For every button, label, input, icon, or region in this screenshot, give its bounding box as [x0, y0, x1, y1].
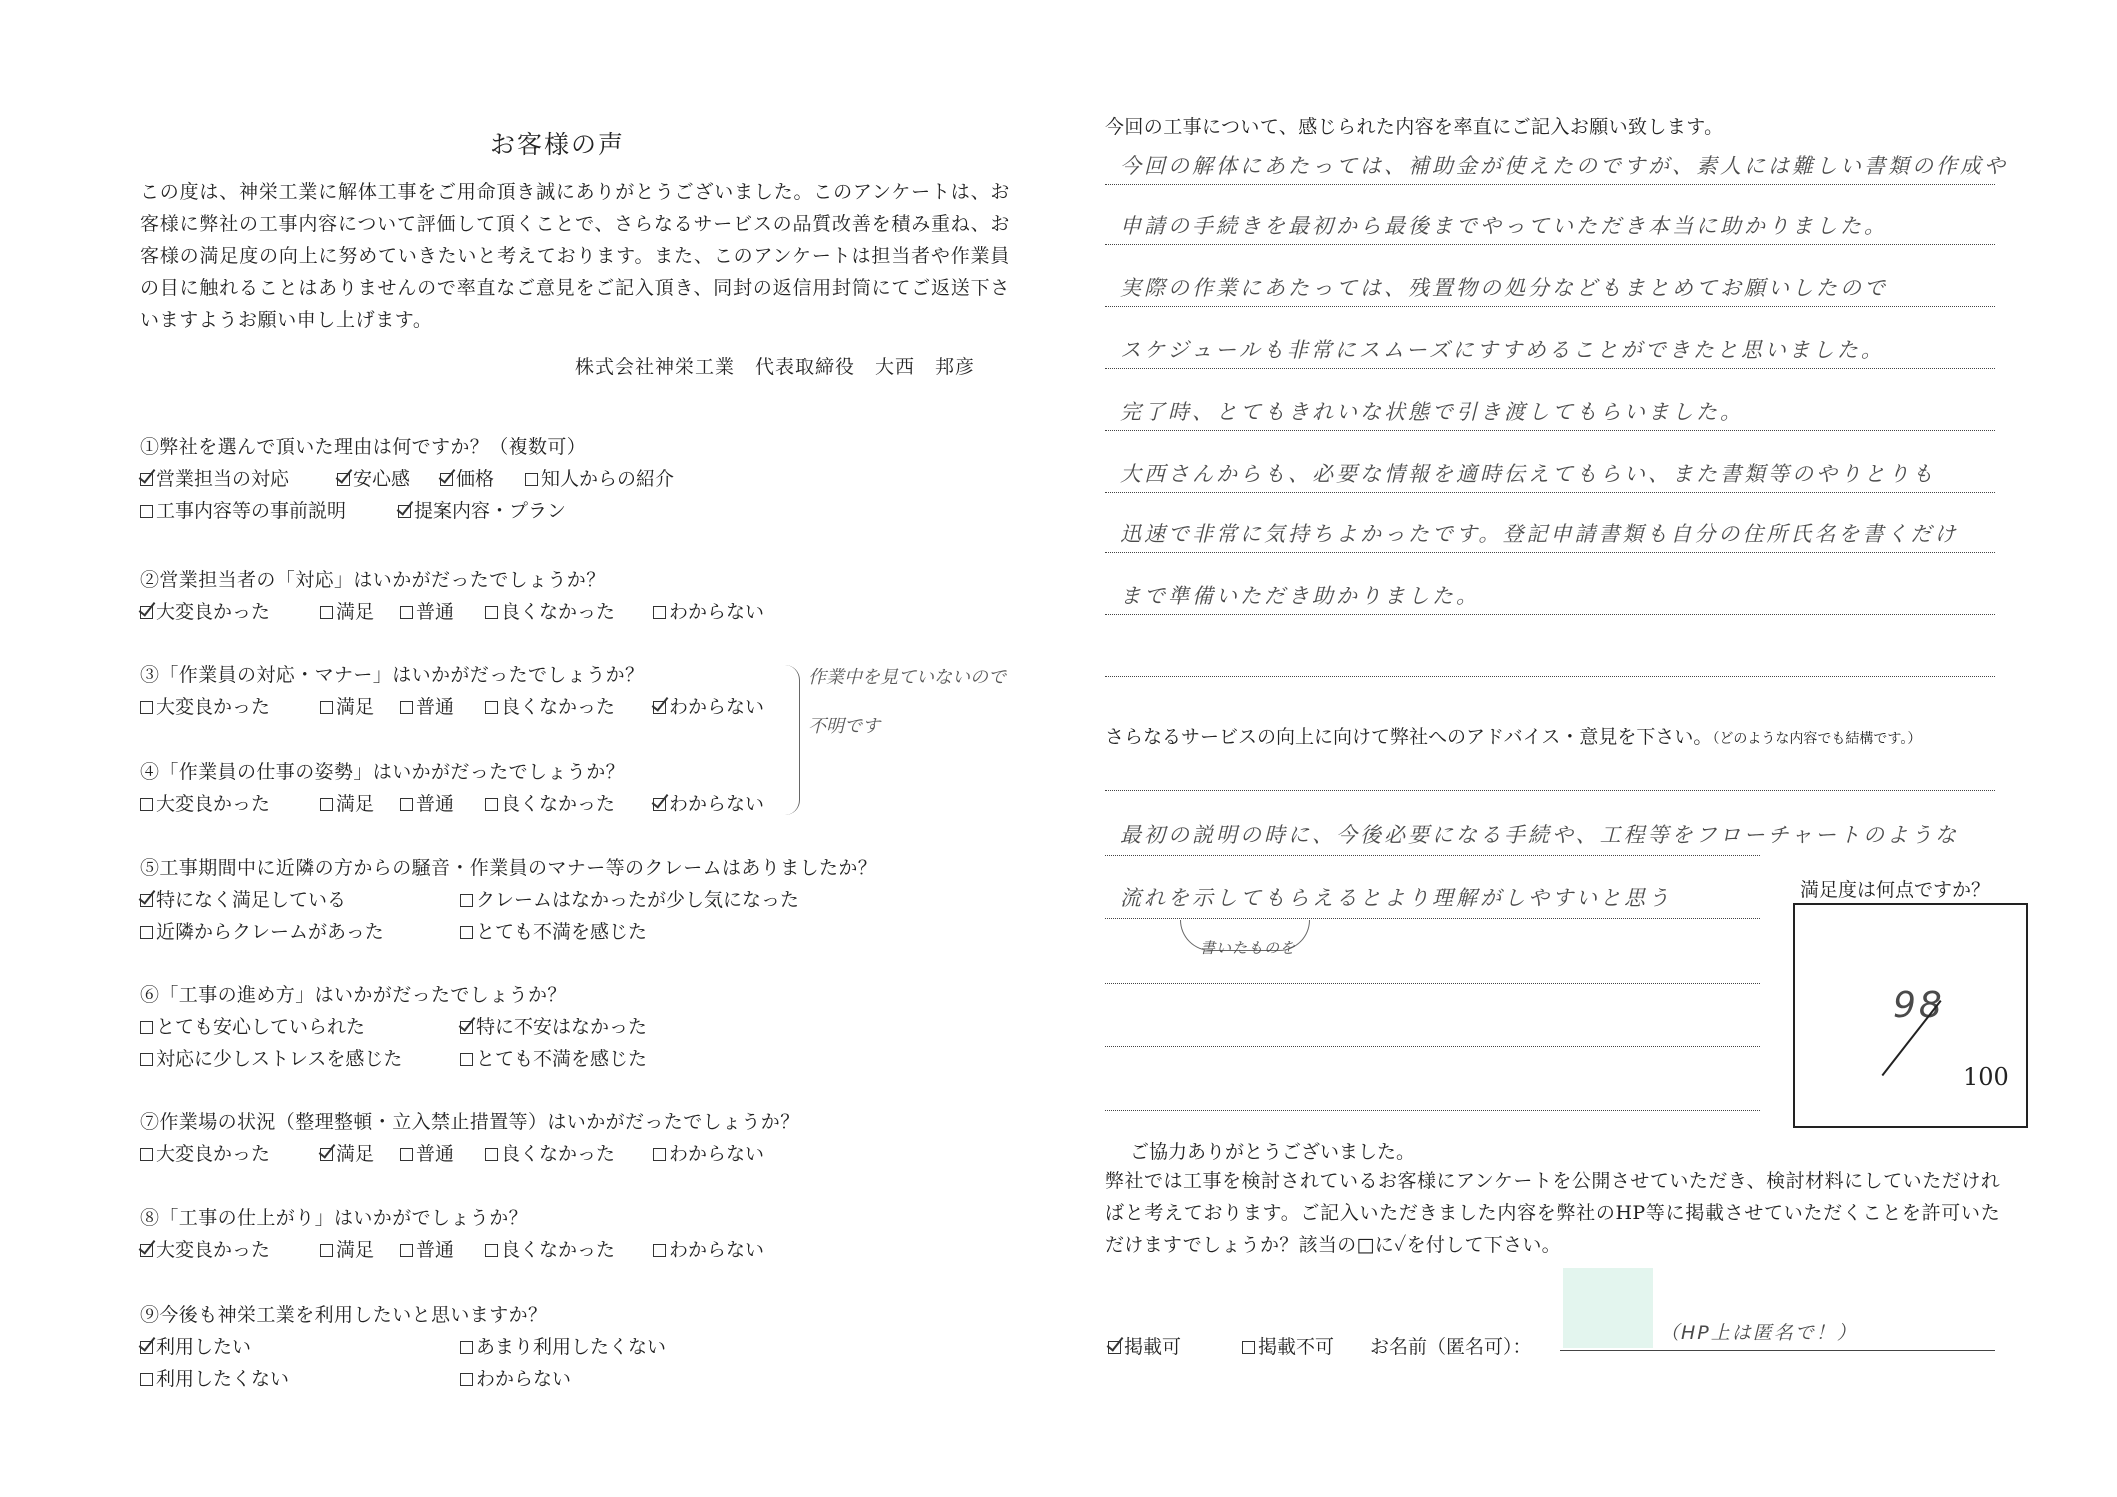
checkbox[interactable]	[140, 473, 153, 486]
question-7-option-4[interactable]	[485, 1139, 615, 1166]
comment-line-7: 迅速で非常に気持ちよかったです。登記申請書類も自分の住所氏名を書くだけ	[1120, 522, 1959, 546]
option-label: 満足	[336, 1143, 375, 1165]
option-label: 良くなかった	[501, 696, 616, 718]
score-value: 98	[1893, 985, 1945, 1026]
thanks-text: ご協力ありがとうございました。	[1130, 1141, 1416, 1163]
question-4-option-3[interactable]	[400, 789, 454, 816]
question-6-option-3[interactable]	[140, 1044, 402, 1071]
option-label: 近隣からクレームがあった	[156, 921, 384, 943]
name-field[interactable]	[1563, 1268, 1653, 1348]
advice-rule	[1105, 1046, 1760, 1047]
question-6-option-1[interactable]	[140, 1012, 365, 1039]
question-8-option-3[interactable]	[400, 1235, 454, 1262]
checkbox[interactable]	[460, 1341, 473, 1354]
option-label: 安心感	[353, 468, 411, 490]
question-5-option-2[interactable]	[460, 885, 799, 912]
intro-paragraph: この度は、神栄工業に解体工事をご用命頂き誠にありがとうございました。このアンケートは、お客様に弊社の工事内容について評価して頂くことで、さらなるサービスの品質改善を積み重ね、お客様の満足度の向上に努めていきたいと考えております。また、このアンケートは担当者や作業員の目に触れることはありませんので率直なご意見をご記入頂き、同封の返信用封筒にてご返送下さいますようお願い申し上げます。	[140, 181, 1010, 331]
checkbox[interactable]	[653, 1148, 666, 1161]
checkbox[interactable]	[140, 1244, 153, 1257]
publish-ok-label: 掲載可	[1124, 1336, 1182, 1358]
checkbox[interactable]	[337, 473, 350, 486]
score-label: 満足度は何点ですか？	[1800, 879, 1991, 901]
checkbox[interactable]	[653, 1244, 666, 1257]
advice-rule	[1105, 790, 1995, 791]
checkbox[interactable]	[140, 894, 153, 907]
signature: 株式会社神栄工業 代表取締役 大西 邦彦	[575, 356, 976, 378]
comment-line-3: 実際の作業にあたっては、残置物の処分などもまとめてお願いしたので	[1120, 276, 1888, 300]
checkbox[interactable]	[400, 798, 413, 811]
option-label: 利用したい	[156, 1336, 252, 1358]
publish-ok-checkbox[interactable]	[1108, 1341, 1121, 1354]
option-label: わからない	[669, 1239, 765, 1261]
checkbox[interactable]	[440, 473, 453, 486]
question-9-option-2[interactable]	[460, 1332, 666, 1359]
option-label: 普通	[416, 601, 455, 623]
option-label: 大変良かった	[156, 1239, 271, 1261]
checkbox[interactable]	[653, 798, 666, 811]
checkbox[interactable]	[460, 926, 473, 939]
checkbox[interactable]	[525, 473, 538, 486]
checkbox[interactable]	[460, 1021, 473, 1034]
option-label: あまり利用したくない	[476, 1336, 667, 1358]
comment-rule	[1105, 492, 1995, 493]
question-1-option-4[interactable]	[525, 464, 674, 491]
option-label: 大変良かった	[156, 696, 271, 718]
checkbox[interactable]	[400, 1148, 413, 1161]
comment-line-2: 申請の手続きを最初から最後までやっていただき本当に助かりました。	[1120, 214, 1888, 238]
question-8-option-5[interactable]	[653, 1235, 764, 1262]
option-label: わからない	[476, 1368, 572, 1390]
option-label: わからない	[669, 793, 765, 815]
option-label: 満足	[336, 696, 375, 718]
option-label: わからない	[669, 601, 765, 623]
advice-line-1: 最初の説明の時に、今後必要になる手続や、工程等をフローチャートのような	[1120, 823, 1959, 847]
name-label: お名前（匿名可）：	[1370, 1336, 1532, 1358]
question-3-option-3[interactable]	[400, 692, 454, 719]
comment-rule	[1105, 184, 1995, 185]
question-7-option-5[interactable]	[653, 1139, 764, 1166]
question-2-option-4[interactable]	[485, 597, 615, 624]
question-3-option-4[interactable]	[485, 692, 615, 719]
option-label: とても安心していられた	[156, 1016, 366, 1038]
option-label: 工事内容等の事前説明	[156, 500, 347, 522]
comment-rule	[1105, 552, 1995, 553]
checkbox[interactable]	[400, 701, 413, 714]
option-label: わからない	[669, 696, 765, 718]
advice-prompt-text: さらなるサービスの向上に向けて弊社へのアドバイス・意見を下さい。	[1105, 726, 1713, 748]
side-bracket	[785, 665, 800, 815]
comment-rule	[1105, 676, 1995, 677]
advice-insert-note: 書いたものを	[1200, 939, 1297, 957]
comment-line-8: まで準備いただき助かりました。	[1120, 584, 1480, 608]
advice-rule	[1105, 983, 1760, 984]
checkbox[interactable]	[653, 701, 666, 714]
checkbox[interactable]	[320, 701, 333, 714]
comment-rule	[1105, 306, 1995, 307]
option-label: 価格	[456, 468, 495, 490]
option-label: 大変良かった	[156, 1143, 271, 1165]
option-label: 対応に少しストレスを感じた	[156, 1048, 403, 1070]
advice-prompt	[1105, 722, 1921, 749]
option-label: とても不満を感じた	[476, 921, 648, 943]
option-label: 良くなかった	[501, 601, 616, 623]
question-9-option-1[interactable]	[140, 1332, 251, 1359]
checkbox[interactable]	[398, 505, 411, 518]
option-label: 普通	[416, 1143, 455, 1165]
question-3-option-1[interactable]	[140, 692, 270, 719]
option-label: 営業担当の対応	[156, 468, 290, 490]
publish-ng-label: 掲載不可	[1258, 1336, 1335, 1358]
checkbox[interactable]	[400, 606, 413, 619]
question-6-text: ⑥「工事の進め方」はいかがだったでしょうか？	[140, 984, 567, 1006]
question-5-option-1[interactable]	[140, 885, 346, 912]
checkbox[interactable]	[485, 1244, 498, 1257]
comment-line-4: スケジュールも非常にスムーズにすすめることができたと思いました。	[1120, 338, 1885, 362]
publish-ng-checkbox[interactable]	[1242, 1341, 1255, 1354]
publish-ok-option[interactable]	[1108, 1332, 1181, 1359]
option-label: クレームはなかったが少し気になった	[476, 889, 800, 911]
checkbox[interactable]	[460, 894, 473, 907]
checkbox[interactable]	[460, 1053, 473, 1066]
checkbox[interactable]	[485, 701, 498, 714]
question-6-option-4[interactable]	[460, 1044, 647, 1071]
checkbox[interactable]	[320, 1244, 333, 1257]
question-2-option-5[interactable]	[653, 597, 764, 624]
checkbox[interactable]	[320, 1148, 333, 1161]
question-1-option-5[interactable]	[140, 496, 346, 523]
question-9-text: ⑨今後も神栄工業を利用したいと思いますか？	[140, 1304, 548, 1326]
option-label: 大変良かった	[156, 793, 271, 815]
question-4-option-1[interactable]	[140, 789, 270, 816]
question-8-option-1[interactable]	[140, 1235, 270, 1262]
question-3-option-5[interactable]	[653, 692, 764, 719]
name-note: （HP上は匿名で！）	[1660, 1322, 1858, 1344]
question-7-text: ⑦作業場の状況（整理整頓・立入禁止措置等）はいかがだったでしょうか？	[140, 1111, 800, 1133]
publish-ng-option[interactable]	[1242, 1332, 1334, 1359]
comment-rule	[1105, 368, 1995, 369]
checkbox[interactable]	[485, 798, 498, 811]
page-title: お客様の声	[490, 130, 626, 159]
checkbox[interactable]	[140, 926, 153, 939]
checkbox[interactable]	[140, 1053, 153, 1066]
question-7-option-2[interactable]	[320, 1139, 374, 1166]
advice-rule	[1105, 855, 1760, 856]
question-1-option-1[interactable]	[140, 464, 289, 491]
comments-prompt: 今回の工事について、感じられた内容を率直にご記入お願い致します。	[1105, 116, 1724, 138]
checkbox[interactable]	[485, 1148, 498, 1161]
comment-line-5: 完了時、とてもきれいな状態で引き渡してもらいました。	[1120, 400, 1744, 424]
checkbox[interactable]	[400, 1244, 413, 1257]
question-5-option-3[interactable]	[140, 917, 384, 944]
question-1-option-6[interactable]	[398, 496, 566, 523]
option-label: 満足	[336, 793, 375, 815]
checkbox[interactable]	[140, 505, 153, 518]
option-label: わからない	[669, 1143, 765, 1165]
question-4-option-4[interactable]	[485, 789, 615, 816]
advice-prompt-small: （どのような内容でも結構です。）	[1712, 731, 1922, 747]
option-label: 普通	[416, 793, 455, 815]
question-7-option-1[interactable]	[140, 1139, 270, 1166]
checkbox[interactable]	[485, 606, 498, 619]
question-6-option-2[interactable]	[460, 1012, 647, 1039]
question-4-text: ④「作業員の仕事の姿勢」はいかがだったでしょうか？	[140, 761, 626, 783]
question-3-text: ③「作業員の対応・マナー」はいかがだったでしょうか？	[140, 664, 645, 686]
option-label: 利用したくない	[156, 1368, 290, 1390]
option-label: とても不満を感じた	[476, 1048, 648, 1070]
question-1-option-2[interactable]	[337, 464, 410, 491]
question-7-option-3[interactable]	[400, 1139, 454, 1166]
advice-rule	[1105, 1110, 1760, 1111]
question-9-option-3[interactable]	[140, 1364, 289, 1391]
score-total: 100	[1963, 1063, 2009, 1091]
side-note-line1: 作業中を見ていないので	[808, 667, 1006, 688]
question-5-option-4[interactable]	[460, 917, 647, 944]
option-label: 特になく満足している	[156, 889, 347, 911]
checkbox[interactable]	[140, 798, 153, 811]
consent-text: 弊社では工事を検討されているお客様にアンケートを公開させていただき、検討材料にしていただければと考えております。ご記入いただきました内容を弊社のHP等に掲載させていただくことを許可いただけますでしょうか？該当の□に✓を付して下さい。	[1105, 1170, 2000, 1256]
option-label: 満足	[336, 1239, 375, 1261]
question-3-option-2[interactable]	[320, 692, 374, 719]
question-4-option-5[interactable]	[653, 789, 764, 816]
comment-rule	[1105, 244, 1995, 245]
option-label: 提案内容・プラン	[414, 500, 567, 522]
advice-line-2: 流れを示してもらえるとより理解がしやすいと思う	[1120, 886, 1672, 910]
question-1-option-3[interactable]	[440, 464, 494, 491]
checkbox[interactable]	[460, 1373, 473, 1386]
comment-line-6: 大西さんからも、必要な情報を適時伝えてもらい、また書類等のやりとりも	[1120, 462, 1936, 486]
checkbox[interactable]	[140, 1341, 153, 1354]
question-2-option-2[interactable]	[320, 597, 374, 624]
question-5-text: ⑤工事期間中に近隣の方からの騒音・作業員のマナー等のクレームはありましたか？	[140, 857, 878, 879]
checkbox[interactable]	[653, 606, 666, 619]
option-label: 普通	[416, 1239, 455, 1261]
question-2-option-3[interactable]	[400, 597, 454, 624]
option-label: 大変良かった	[156, 601, 271, 623]
question-8-option-4[interactable]	[485, 1235, 615, 1262]
question-1-text: ①弊社を選んで頂いた理由は何ですか？（複数可）	[140, 436, 587, 458]
option-label: 良くなかった	[501, 1239, 616, 1261]
name-underline	[1560, 1350, 1995, 1351]
option-label: 良くなかった	[501, 1143, 616, 1165]
checkbox[interactable]	[140, 606, 153, 619]
question-4-option-2[interactable]	[320, 789, 374, 816]
question-2-text: ②営業担当者の「対応」はいかがだったでしょうか？	[140, 569, 606, 591]
question-9-option-4[interactable]	[460, 1364, 571, 1391]
question-8-option-2[interactable]	[320, 1235, 374, 1262]
option-label: 特に不安はなかった	[476, 1016, 648, 1038]
option-label: 普通	[416, 696, 455, 718]
option-label: 満足	[336, 601, 375, 623]
question-2-option-1[interactable]	[140, 597, 270, 624]
checkbox[interactable]	[140, 1021, 153, 1034]
option-label: 知人からの紹介	[541, 468, 675, 490]
side-note-line2: 不明です	[808, 716, 880, 737]
checkbox[interactable]	[140, 1148, 153, 1161]
checkbox[interactable]	[140, 1373, 153, 1386]
option-label: 良くなかった	[501, 793, 616, 815]
checkbox[interactable]	[320, 606, 333, 619]
checkbox[interactable]	[140, 701, 153, 714]
comment-line-1: 今回の解体にあたっては、補助金が使えたのですが、素人には難しい書類の作成や	[1120, 154, 2008, 178]
comment-rule	[1105, 430, 1995, 431]
advice-rule	[1105, 918, 1760, 919]
checkbox[interactable]	[320, 798, 333, 811]
comment-rule	[1105, 614, 1995, 615]
question-8-text: ⑧「工事の仕上がり」はいかがでしょうか？	[140, 1207, 529, 1229]
